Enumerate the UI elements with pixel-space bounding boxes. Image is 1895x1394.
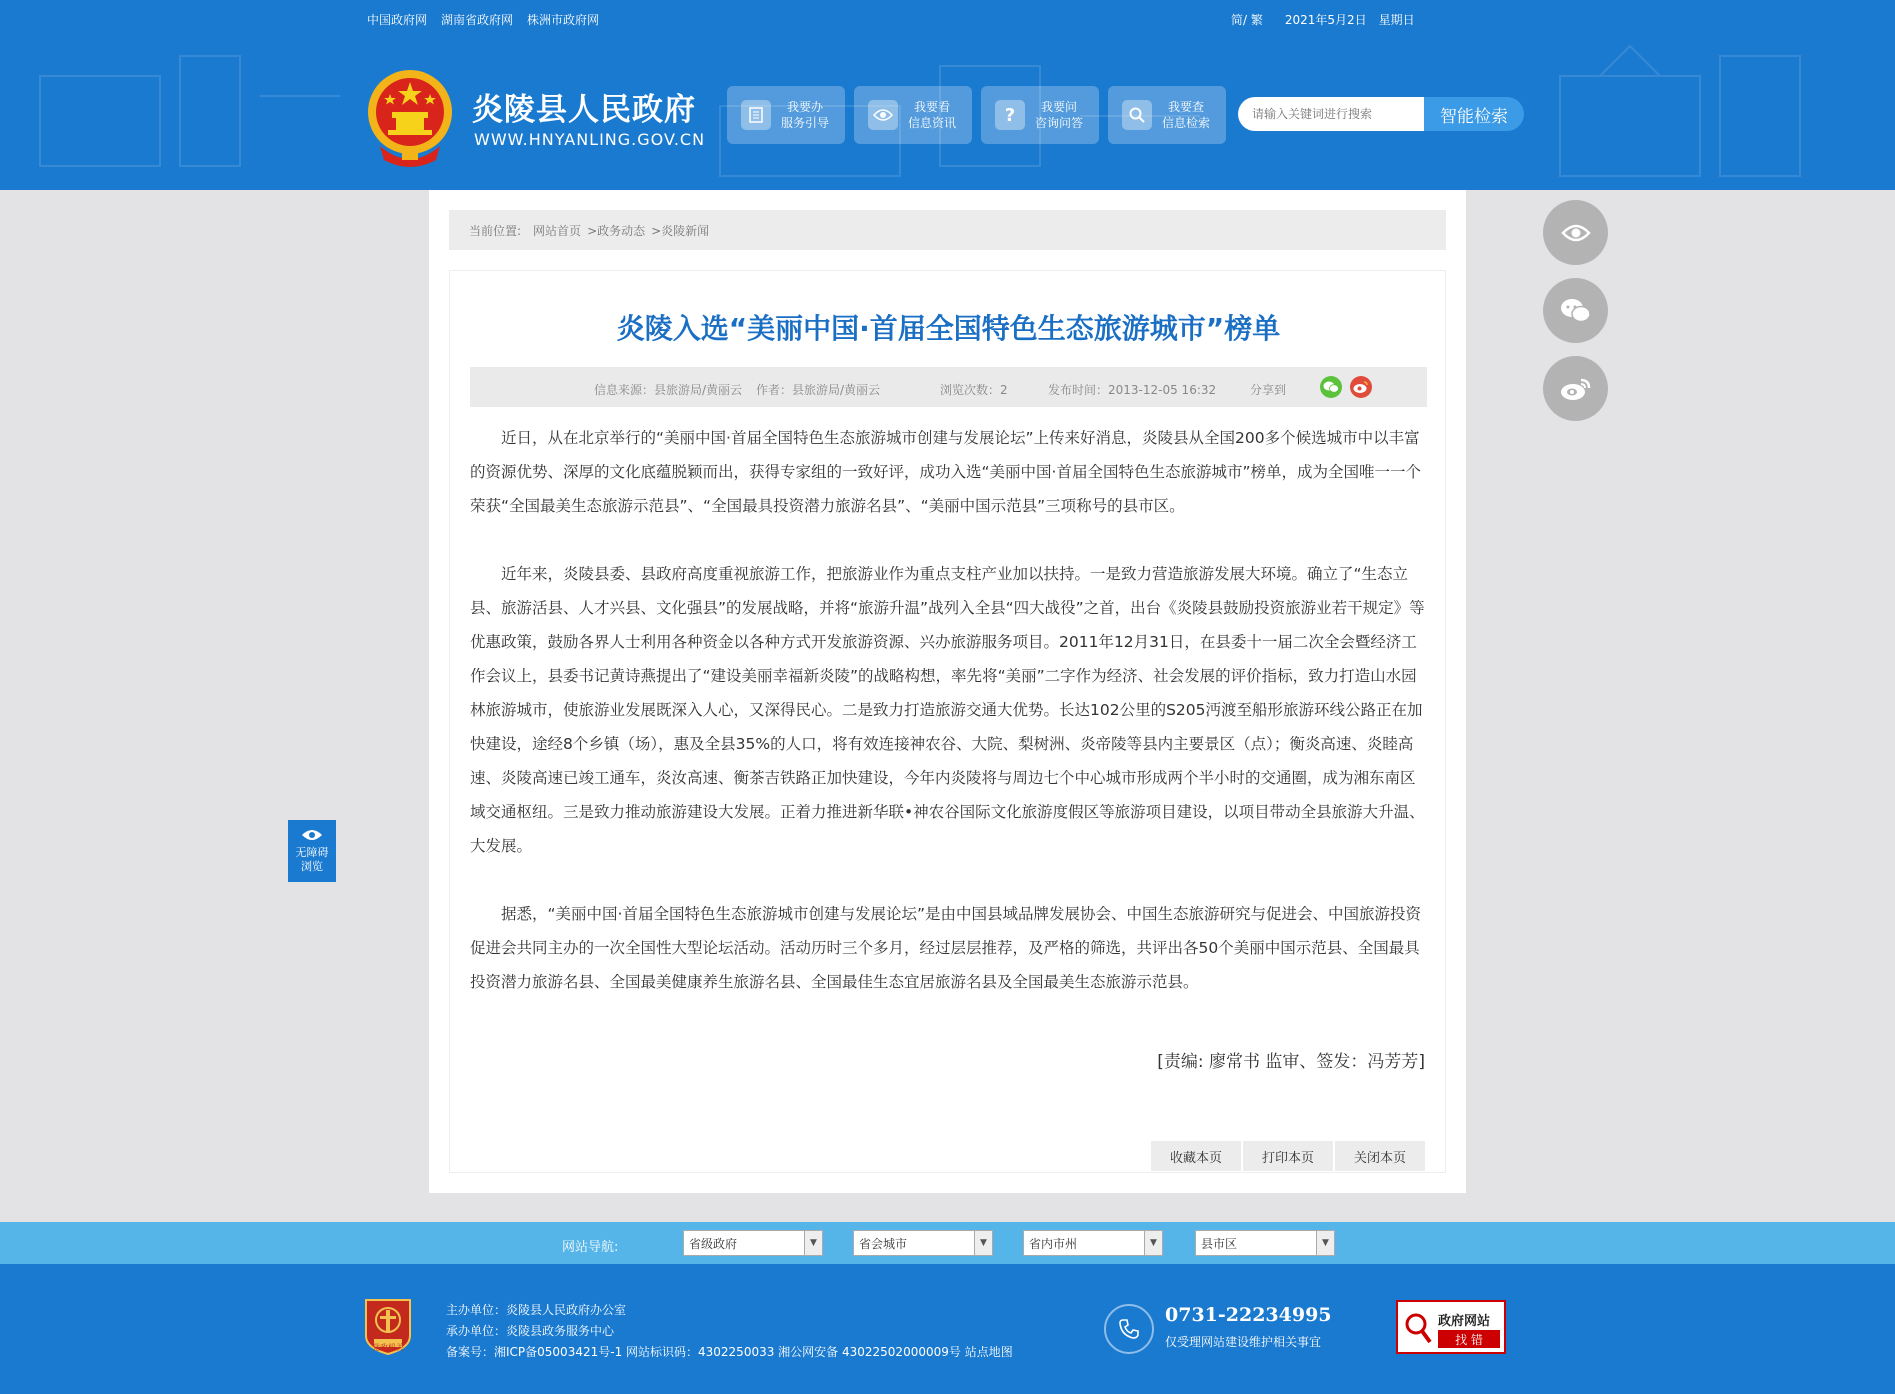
question-icon: ? bbox=[995, 100, 1025, 130]
article-actions bbox=[1151, 1141, 1425, 1171]
breadcrumb-home[interactable]: 网站首页 bbox=[533, 223, 582, 238]
footer-info bbox=[446, 1300, 1013, 1363]
select-value: 省会城市 bbox=[859, 1236, 908, 1251]
quick-link-label: 我要查 bbox=[1168, 100, 1205, 114]
quick-link-label: 我要问 bbox=[1041, 100, 1078, 114]
eye-icon bbox=[868, 100, 898, 130]
quick-link-information[interactable] bbox=[854, 86, 972, 144]
breadcrumb-prefix: 当前位置: bbox=[469, 223, 522, 238]
date-text: 2021年5月2日 bbox=[1284, 13, 1367, 27]
finder-label: 政府网站 bbox=[1438, 1314, 1491, 1329]
select-provincial-gov[interactable] bbox=[683, 1230, 823, 1256]
site-navigation-bar bbox=[0, 1222, 1895, 1264]
site-header bbox=[0, 36, 1895, 190]
main-content bbox=[429, 190, 1466, 1193]
select-province-cities[interactable] bbox=[1023, 1230, 1163, 1256]
chevron-down-icon: ▼ bbox=[1316, 1231, 1334, 1255]
article-body bbox=[470, 421, 1427, 1033]
breadcrumb bbox=[449, 210, 1446, 250]
chevron-down-icon: ▼ bbox=[1144, 1231, 1162, 1255]
chevron-down-icon: ▼ bbox=[974, 1231, 992, 1255]
print-button[interactable]: 打印本页 bbox=[1243, 1141, 1333, 1171]
link-china-gov[interactable]: 中国政府网 bbox=[367, 13, 428, 27]
quick-link-consult[interactable] bbox=[981, 86, 1099, 144]
article bbox=[449, 270, 1446, 1173]
quick-link-services[interactable] bbox=[727, 86, 845, 144]
footer-host: 主办单位：炎陵县人民政府办公室 bbox=[446, 1303, 627, 1317]
close-page-button[interactable]: 关闭本页 bbox=[1335, 1141, 1425, 1171]
wechat-share-icon[interactable] bbox=[1320, 376, 1342, 398]
accessibility-sublabel: 浏览 bbox=[301, 860, 323, 873]
meta-views: 浏览次数：2 bbox=[940, 383, 1008, 397]
eye-icon bbox=[1561, 223, 1591, 243]
search-button[interactable]: 智能检索 bbox=[1424, 97, 1524, 131]
float-weibo-button[interactable] bbox=[1543, 356, 1608, 421]
language-toggle[interactable]: 简/ 繁 bbox=[1231, 13, 1263, 27]
eye-icon bbox=[301, 828, 323, 842]
search-icon bbox=[1122, 100, 1152, 130]
quick-link-sublabel: 咨询问答 bbox=[1035, 116, 1084, 130]
article-meta bbox=[470, 367, 1427, 407]
select-value: 省内市州 bbox=[1029, 1236, 1078, 1251]
article-paragraph: 近日，从在北京举行的“美丽中国·首届全国特色生态旅游城市创建与发展论坛”上传来好消息，炎陵县从全国200多个候选城市中以丰富的资源优势、深厚的文化底蕴脱颖而出，获得专家组的一致好评，成功入选“美丽中国·首届全国特色生态旅游城市”榜单，成为全国唯一一个荣获“全国最美生态旅游示范县”、“全国最具投资潜力旅游名县”、“美丽中国示范县”三项称号的县市区。 bbox=[470, 429, 1421, 515]
top-right bbox=[1231, 11, 1415, 28]
meta-source: 信息来源：县旅游局/黄丽云 bbox=[594, 383, 743, 397]
footer-organizer: 承办单位：炎陵县政务服务中心 bbox=[446, 1324, 615, 1338]
top-bar bbox=[0, 0, 1895, 36]
chevron-down-icon: ▼ bbox=[804, 1231, 822, 1255]
quick-link-sublabel: 服务引导 bbox=[781, 116, 830, 130]
weibo-icon bbox=[1560, 376, 1592, 402]
select-capital-cities[interactable] bbox=[853, 1230, 993, 1256]
contact-phone: 0731-22234995 bbox=[1165, 1304, 1332, 1326]
meta-author: 作者：县旅游局/黄丽云 bbox=[756, 383, 881, 397]
site-title: 炎陵县人民政府 bbox=[472, 92, 696, 128]
national-emblem-icon bbox=[366, 68, 454, 168]
search-input[interactable] bbox=[1238, 97, 1424, 131]
site-footer bbox=[0, 1264, 1895, 1394]
article-paragraph: 据悉，“美丽中国·首届全国特色生态旅游城市创建与发展论坛”是由中国县域品牌发展协会、中国生态旅游研究与促进会、中国旅游投资促进会共同主办的一次全国性大型论坛活动。活动历时三个多月，经过层层推荐，及严格的筛选，共评出各50个美丽中国示范县、全国最具投资潜力旅游名县、全国最美健康养生旅游名县、全国最佳生态宜居旅游名县及全国最美生态旅游示范县。 bbox=[470, 905, 1421, 991]
site-url: WWW.HNYANLING.GOV.CN bbox=[474, 130, 706, 149]
nav-label: 网站导航: bbox=[562, 1240, 619, 1255]
article-paragraph: 近年来，炎陵县委、县政府高度重视旅游工作，把旅游业作为重点支柱产业加以扶持。一是致力营造旅游发展大环境。确立了“生态立县、旅游活县、人才兴县、文化强县”的发展战略，并将“旅游升温”战列入全县“四大战役”之首，出台《炎陵县鼓励投资旅游业若干规定》等优惠政策，鼓励各界人士利用各种资金以各种方式开发旅游资源、兴办旅游服务项目。2011年12月31日，在县委十一届二次全会暨经济工作会议上，县委书记黄诗燕提出了“建设美丽幸福新炎陵”的战略构想，率先将“美丽”二字作为经济、社会发展的评价指标，致力打造山水园林旅游城市，使旅游业发展既深入人心，又深得民心。二是致力打造旅游交通大优势。长达102公里的S205沔渡至船形旅游环线公路正在加快建设，途经8个乡镇（场），惠及全县35%的人口，将有效连接神农谷、大院、梨树洲、炎帝陵等县内主要景区（点）；衡炎高速、炎睦高速、炎陵高速已竣工通车，炎汝高速、衡茶吉铁路正加快建设，今年内炎陵将与周边七个中心城市形成两个半小时的交通圈，成为湘东南区域交通枢纽。三是致力推动旅游建设大发展。正着力推进新华联•神农谷国际文化旅游度假区等旅游项目建设，以项目带动全县旅游大升温、大发展。 bbox=[470, 565, 1425, 855]
editor-credit: [责编: 廖常书 监审、签发：冯芳芳] bbox=[1157, 1052, 1425, 1072]
float-wechat-button[interactable] bbox=[1543, 278, 1608, 343]
top-links bbox=[367, 11, 599, 28]
magnifier-icon bbox=[1404, 1312, 1432, 1346]
quick-link-label: 我要看 bbox=[914, 100, 951, 114]
meta-share-label: 分享到 bbox=[1250, 383, 1287, 397]
weekday-text: 星期日 bbox=[1378, 13, 1415, 27]
wechat-icon bbox=[1560, 298, 1592, 324]
contact-phone-note: 仅受理网站建设维护相关事宜 bbox=[1165, 1335, 1322, 1349]
article-title: 炎陵入选“美丽中国·首届全国特色生态旅游城市”榜单 bbox=[616, 312, 1281, 345]
quick-link-sublabel: 信息检索 bbox=[1162, 116, 1211, 130]
meta-published: 发布时间：2013-12-05 16:32 bbox=[1048, 383, 1217, 397]
accessibility-button[interactable] bbox=[288, 820, 336, 882]
link-zhuzhou-gov[interactable]: 株洲市政府网 bbox=[527, 13, 600, 27]
phone-icon bbox=[1104, 1304, 1154, 1354]
float-eye-button[interactable] bbox=[1543, 200, 1608, 265]
bookmark-button[interactable]: 收藏本页 bbox=[1151, 1141, 1241, 1171]
select-value: 县市区 bbox=[1201, 1236, 1238, 1251]
weibo-share-icon[interactable] bbox=[1350, 376, 1372, 398]
quick-link-retrieval[interactable] bbox=[1108, 86, 1226, 144]
select-value: 省级政府 bbox=[689, 1236, 738, 1251]
accessibility-label: 无障碍 bbox=[295, 846, 329, 859]
breadcrumb-gov-news[interactable]: >政务动态 bbox=[587, 223, 646, 238]
document-icon bbox=[741, 100, 771, 130]
gov-site-error-finder-button[interactable] bbox=[1396, 1300, 1506, 1354]
footer-record: 备案号：湘ICP备05003421号-1 网站标识码：4302250033 湘公网安备 43022502000009号 站点地图 bbox=[446, 1345, 1013, 1359]
select-counties[interactable] bbox=[1195, 1230, 1335, 1256]
finder-sublabel: 找 错 bbox=[1438, 1330, 1500, 1348]
breadcrumb-yanling-news[interactable]: >炎陵新闻 bbox=[651, 223, 710, 238]
badge-text: 党政机关 bbox=[372, 1343, 404, 1352]
quick-link-sublabel: 信息资讯 bbox=[908, 116, 957, 130]
link-hunan-gov[interactable]: 湖南省政府网 bbox=[441, 13, 514, 27]
quick-link-label: 我要办 bbox=[787, 100, 824, 114]
